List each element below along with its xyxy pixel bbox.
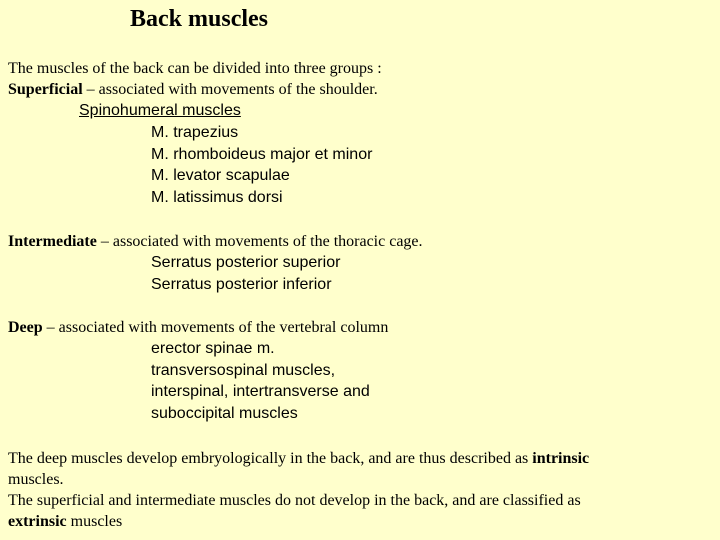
deep-heading [8, 317, 388, 338]
spinohumeral-subheading: Spinohumeral muscles [79, 102, 241, 119]
list-item: transversospinal muscles, [151, 361, 336, 379]
conclusion-line-2: muscles. [8, 471, 64, 488]
list-item: suboccipital muscles [151, 405, 298, 423]
intro-text: The muscles of the back can be divided into three groups : [8, 60, 382, 77]
conclusion-text: The deep muscles develop embryologically in the back, and are thus described as [8, 450, 533, 467]
intrinsic-term: intrinsic [532, 450, 590, 467]
list-item: erector spinae m. [151, 340, 275, 357]
superficial-description: – associated with movements of the shoulder. [82, 81, 378, 98]
deep-description: – associated with movements of the vertebral column [42, 319, 389, 336]
intermediate-description: – associated with movements of the thoracic cage. [96, 233, 423, 250]
list-item: M. latissimus dorsi [151, 189, 283, 207]
conclusion-line-1 [8, 448, 589, 469]
list-item: Serratus posterior inferior [151, 275, 332, 293]
intermediate-list [151, 252, 340, 295]
superficial-heading [8, 79, 378, 100]
conclusion-text: muscles [66, 513, 123, 530]
page-title: Back muscles [130, 6, 268, 32]
superficial-list [151, 122, 372, 209]
list-item: M. trapezius [151, 124, 239, 141]
list-item: Serratus posterior superior [151, 254, 341, 271]
deep-list [151, 338, 370, 425]
list-item: M. levator scapulae [151, 167, 290, 185]
intermediate-label: Intermediate [8, 233, 97, 250]
intermediate-heading [8, 231, 423, 252]
deep-label: Deep [8, 319, 43, 336]
conclusion-line-4 [8, 511, 122, 532]
conclusion-line-3: The superficial and intermediate muscles do not develop in the back, and are classified as [8, 492, 581, 509]
list-item: M. rhomboideus major et minor [151, 145, 373, 163]
superficial-label: Superficial [8, 81, 83, 98]
list-item: interspinal, intertransverse and [151, 383, 370, 401]
extrinsic-term: extrinsic [8, 513, 67, 530]
